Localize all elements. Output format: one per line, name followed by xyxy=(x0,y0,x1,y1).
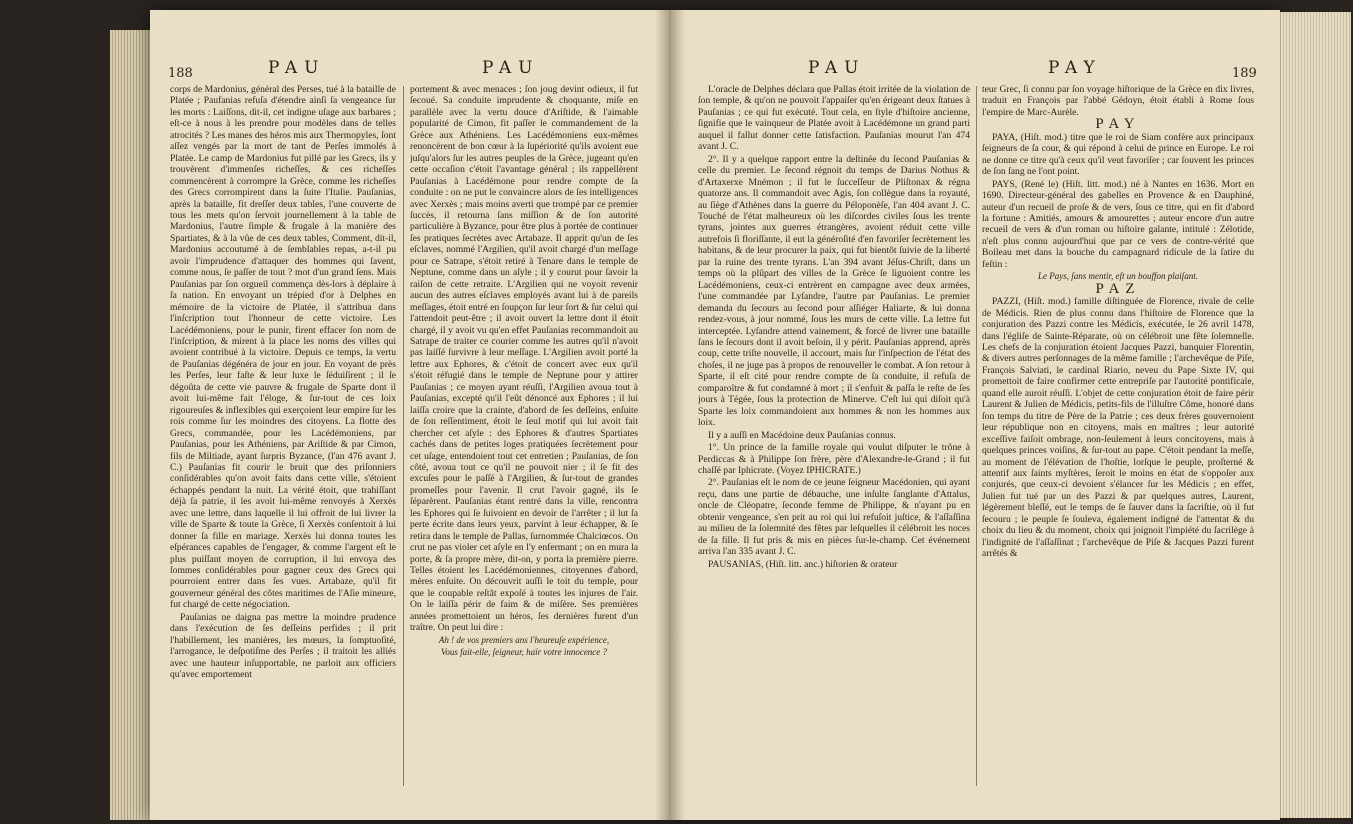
right-page-number: 189 xyxy=(1232,66,1257,81)
paragraph: teur Grec, ſi connu par ſon voyage hiſtorique de la Grèce en dix livres, traduit en François par l'abbé Gédoyn, étoit établi à Rome ſous l'empire de Marc-Aurèle. xyxy=(982,84,1254,118)
left-page-column-2 xyxy=(410,84,638,802)
right-column-rule xyxy=(976,86,977,786)
paragraph: PAYA, (Hiſt. mod.) titre que le roi de Siam confère aux principaux ſeigneurs de ſa cour, & qui répond à celui de prince en Europe. Le roi ne donne ce titre qu'à ceux qu'il veut favoriſer ; car ſouvent les princes de ſon ſang ne l'ont point. xyxy=(982,131,1254,178)
paragraph: PAUSANIAS, (Hiſt. litt. anc.) hiſtorien & orateur xyxy=(708,558,898,570)
paragraph: Pauſanias ne daigna pas mettre la moindre prudence dans l'exécution de ſes deſſeins perfides ; il prit l'habillement, les manières, les mœurs, la ſomptuoſité, l'arrogance, le deſpotiſme des Perſes ; il traitoit les alliés avec une hauteur inſupportable, ne parloit aux officiers qu'avec emportement xyxy=(170,611,396,681)
right-page-column-2 xyxy=(982,84,1254,802)
paragraph: PAYS, (René le) (Hiſt. litt. mod.) né à Nantes en 1636. Mort en 1690. Directeur-général des gabelles en Provence & en Dauphiné, auteur d'un recueil de proſe & de vers, ſous ce titre, qui en fit d'abord la fortune : Amitiés, amours & amourettes ; auteur encore d'un autre recueil de vers & d'un roman ou hiſtoire galante, intitulé : Zélotide, n'eſt plus connu aujourd'hui que par ce vers de contre-vérité que Boileau met dans la bouche du campagnard ridicule de la ſatire du feſtin : xyxy=(982,178,1254,270)
left-header-right: PAU xyxy=(482,58,540,78)
section-heading-pay: PAY xyxy=(1095,116,1141,133)
paragraph: 1°. Un prince de la famille royale qui voulut diſputer le trône à Perdiccas & à Philippe ſon frère, père d'Alexandre-le-Grand ; il fut chaſſé par Iphicrate. (Voyez IPHICRATE.) xyxy=(698,442,970,476)
right-header-left: PAU xyxy=(808,58,866,78)
book-gutter xyxy=(655,10,685,820)
right-header-right: PAY xyxy=(1048,58,1102,78)
left-page-column-1 xyxy=(170,84,396,802)
left-column-rule xyxy=(403,86,404,786)
left-page-edges xyxy=(110,30,152,820)
left-page-number: 188 xyxy=(168,66,193,81)
section-heading-paz: PAZ xyxy=(1095,280,1141,297)
paragraph: corps de Mardonius, général des Perses, tué à la bataille de Platée ; Paufanias refuſa d'étendre ainſi ſa vengeance ſur les morts : Laiſſons, dit-il, cet indigne uſage aux barbares ; eſt-ce à nous à les prendre pour modèles dans de telles atrocités ? Les manes des héros mis aux Thermopyles, ſont aſſez vengés par la mort de tant de Perſes immolés à Platée. Le camp de Mardonius fut pillé par les Grecs, ils y trouvèrent d'immenſes richeſſes, & ces richeſſes commencèrent à corrompre la Grèce, comme les richeſſes des Grecs corrompirent dans la ſuite l'Italie. Pauſanias, après la bataille, fit dreſſer deux tables, l'une couverte de tous les mets qu'on ſervoit journellement à la table de Mardonius, l'autre ſimple & frugale à la manière des Spartiates, & à la vûe de ces deux tables, Comment, dit-il, Mardonius accoutumé à de ſemblables repas, a-t-il pu avoir l'imprudence d'attaquer des hommes qui ſavent, comme nous, ſe paſſer de tout ? mot d'un grand ſens. Mais Pauſanias par ſon orgueil commença dès-lors à déplaire à ſa nation. En envoyant un trépied d'or à Delphes en mémoire de la victoire de Platée, il s'attribua dans l'inſcription tout l'honneur de cette victoire. Les Lacédémoniens, pour le punir, firent effacer ſon nom de l'inſcription, & mirent à la place les noms des villes qui avoient contribué à la victoire. Depuis ce temps, la vertu de Pauſanias dégénéra de jour en jour. En voyant de près les Perſes, leur faſte & leur luxe le ſéduiſirent ; il ſe dégoûta de cette vie pauvre & frugale de Sparte dont il avoit lui-même fait l'éloge, & ſur-tout de ces loix rigoureuſes & inflexibles qui exerçoient leur empire ſur les rois comme ſur les moindres des citoyens. La flotte des Grecs, commandée, pour les Lacédémoniens, par Pauſanias, pour les Athéniens, par Ariſtide & par Cimon, fils de Miltiade, ayant ſurpris Byzance, (l'an 476 avant J. C.) Pauſanias fit courir le bruit que des priſonniers conſidérables qu'on avoit faits dans cette ville, s'étoient échappés pendant la nuit. La vérité étoit, que trahiſſant déjà ſa patrie, il les avoit lui-même renvoyés à Xerxès avec une lettre, dans laquelle il lui offroit de lui livrer la ville de Sparte & toute la Grèce, ſi Xerxès conſentoit à lui donner ſa fille en mariage. Xerxès lui donna toutes les eſpérances capables de l'engager, & comme l'argent eſt le plus puiſſant moyen de corruption, il lui envoya des ſommes conſidérables pour gagner ceux des Grecs qui pourroient entrer dans ſes vues. Artabaze, qu'il fit gouverneur général des côtes maritimes de l'Aſie mineure, fut chargé de cette négociation. xyxy=(170,84,396,611)
verse-line: Ah ! de vos premiers ans l'heureuſe expérience, xyxy=(438,634,610,645)
paragraph: 2°. Il y a quelque rapport entre la deſtinée du ſecond Pauſanias & celle du premier. Le ſecond régnoit du temps de Darius Nothus & d'Artaxerxe Mnémon ; il fut le ſucceſſeur de Pliſtonax & régna quatorze ans. Il commandoit avec Agis, ſon collègue dans la royauté, au ſiège d'Athènes dans la guerre du Péloponèſe, l'an 404 avant J. C. Touché de l'état malheureux où les diſcordes civiles ſous les trente tyrans, jointes aux guerres étrangères, avoient réduit cette ville autrefois ſi floriſſante, il eut la généroſité d'en favoriſer ſecrètement les habitans, & de leur procurer la paix, qui fut bientôt ſuivie de la liberté par la ruine des trente tyrans. L'an 394 avant Jéſus-Chriſt, dans un temps où la plûpart des villes de la Grèce ſe liguoient contre les Lacédémoniens, ceux-ci entrèrent en campagne avec deux armées, l'une commandée par Lyſandre, l'autre par Pauſanias. Le premier demanda du ſecours au ſecond pour aſſiéger Haliarte, & lui donna rendez-vous, à jour nommé, ſous les murs de cette ville. La lettre fut interceptée. Lyſandre attend vainement, & forcé de livrer une bataille ſans le ſecours dont il avoit beſoin, il y périt. Pauſanias apprend, après coup, cette triſte nouvelle, il accourt, mais ſur l'inſpection de l'état des choſes, il ne juge pas à propos de renouveller le combat. A ſon retour à Sparte, il eſt cité pour rendre compte de ſa conduite, il refuſa de comparoître & fut condamné à mort ; il s'enfuit & paſſa le reſte de ſes jours à Tégée, ſous la protection de Minerve. C'eſt lui qui diſoit qu'à Sparte les loix commandoient aux hommes & non les hommes aux loix. xyxy=(698,153,970,429)
left-header-left: PAU xyxy=(268,58,326,78)
paragraph: PAZZI, (Hiſt. mod.) famille diſtinguée de Florence, rivale de celle de Médicis. Rien de plus connu dans l'hiſtoire de Florence que la conjuration des Pazzi contre les Médicis, exécutée, le 26 avril 1478, dans l'égliſe de Sainte-Réparate, où on célébroit une fête ſolemnelle. Les chefs de la conjuration étoient Jacques Pazzi, banquier Florentin, & divers autres perſonnages de la même famille ; l'archevêque de Piſe, François Salviati, le cardinal Riario, neveu du Pape Sixte IV, qui promettoit de faire confirmer cette entrepriſe par l'autorité pontificale, quand elle auroit réuſſi. L'objet de cette conjuration étoit de faire périr Laurent & Julien de Médicis, petits-fils de l'illuſtre Côme, honoré dans ſon temps du titre de Père de la Patrie ; ces deux frères gouvernoient leur république non en citoyens, mais en maîtres ; leur autorité exceſſive faiſoit ombrage, non-ſeulement à leurs concitoyens, mais à quelques princes voiſins, & ſur-tout au pape. C'étoit pendant la meſſe, au moment de l'élévation de l'hoſtie, lorſque le peuple, proſterné & attentif aux ſaints myſtères, ſeroit le moins en état de s'oppoſer aux conjurés, que ceux-ci devoient s'élancer ſur les Médicis ; en effet, Julien fut tué par un des Pazzi & par quelques autres, Laurent, légèrement bleſſé, eut le temps de ſe ſauver dans la ſacriſtie, où il fut ſecouru ; le peuple ſe ſouleva, également indigné de l'attentat & du choix du lieu & du moment, choix qui joignoit l'impiété du ſacrilège à l'indignité de l'aſſaſſinat ; l'archevêque de Piſe & Jacques Pazzi furent arrêtés & xyxy=(982,296,1254,560)
right-page-column-1 xyxy=(698,84,970,802)
paragraph: 2°. Pauſanias eſt le nom de ce jeune ſeigneur Macédonien, qui ayant reçu, dans une partie de débauche, une inſulte ſanglante d'Attalus, oncle de Cléopatre, ſeconde femme de Philippe, & n'ayant pu en obtenir vengeance, s'en prit au roi qui lui refuſoit juſtice, & l'aſſaſſina au milieu de la ſolemnité des fêtes par leſquelles il célébroit les noces de ſa fille. Il fut pris & mis en pièces ſur-le-champ. Cet événement arriva l'an 335 avant J. C. xyxy=(698,477,970,558)
paragraph: portement & avec menaces ; ſon joug devint odieux, il fut ſecoué. Sa conduite imprudente & choquante, miſe en parallèle avec la vertu douce d'Ariſtide, & l'aimable popularité de Cimon, fit paſſer le commandement de la Grèce aux Athéniens. Les Lacédémoniens eux-mêmes renoncèrent de bon cœur à la ſupériorité qu'ils avoient eue juſqu'alors ſur les autres peuples de la Grèce, jugeant qu'en cette occaſion c'étoit l'avantage général ; ils rappellèrent Pauſanias à Lacédémone pour rendre compte de ſa conduite : on ne put le convaincre alors de ſes intelligences avec Xerxès ; mais moins averti que trompé par ce premier ſuccès, il retourna ſans miſſion & de ſon autorité particulière à Byzance, pour être plus à portée de continuer ſes pratiques ſecrètes avec Artabaze. Il apprit qu'un de ſes eſclaves, nommé l'Argilien, qu'il avoit chargé d'un meſſage pour ce Satrape, s'étoit retiré à Tenare dans le temple de Neptune, comme dans un aſyle ; il y courut pour ſavoir la raiſon de cette retraite. L'Argilien qui ne voyoit revenir aucun des autres eſclaves employés avant lui à de pareils meſſages, étoit entré en ſoupçon ſur leur ſort & ſur celui qui l'attendoit peut-être ; il avoit ouvert la lettre dont il étoit chargé, il y avoit vu qu'en effet Pauſanias recommandoit au Satrape de traiter ce courier comme les autres qu'il n'avoit pas laiſſé ſurvivre à leur meſſage. L'Argilien avoit porté la lettre aux Ephores, & c'étoit de concert avec eux qu'il s'étoit réfugié dans le temple de Neptune pour y attirer Pauſanias ; ce moyen ayant réuſſi, l'Argilien avoua tout à Pauſanias, excepté qu'il l'eût dénoncé aux Ephores ; il lui laiſſa croire que la crainte, d'abord de ſes deſſeins, enſuite de ſon reſſentiment, étoit le ſeul motif qui lui avoit fait chercher cet aſyle : des Ephores & d'autres Spartiates cachés dans de petites loges pratiquées ſecrètement pour cet uſage, entendoient tout cet entretien ; Pauſanias, de ſon côté, avoua tout ce qu'il ne pouvoit nier ; il ſe fit des excuſes pour le paſſé à l'Argilien, & ſur-tout de grandes promeſſes pour l'avenir. Il crut l'avoir gagné, ils ſe ſéparèrent. Pauſanias étant rentré dans la ville, rencontra les Ephores qui ſe ſuivoient en devoir de l'arrêter ; il lut ſa perte écrite dans leurs yeux, parvint à leur échapper, & ſe retira dans le temple de Pallas, ſurnommée Chalciœcos. On crut ne pas violer cet aſyle en l'y enfermant ; on en mura la porte, & ſa propre mère, dit-on, y porta la première pierre. Telles étoient les Lacédémoniennes, citoyennes d'abord, mères enſuite. On découvrit auſſi le toit du temple, pour que le coupable reſtât expoſé à toutes les injures de l'air. On le laiſſa périr de faim & de miſère. Ses premières années promettoient un héros, ſes dernières furent d'un traître. On peut lui dire : xyxy=(410,84,638,634)
paragraph: Il y a auſſi en Macédoine deux Pauſanias connus. xyxy=(708,429,896,441)
paragraph: L'oracle de Delphes déclara que Pallas étoit irritée de la violation de ſon temple, & qu'on ne pouvoit l'appaiſer qu'en érigeant deux ſtatues à Pauſanias ; ce qui fut exécuté. Tout cela, en ſtyle d'hiſtoire ancienne, ſignifie que le vainqueur de Platée avoit à Lacédémone un grand parti auquel il fallut donner cette ſatisfaction. Pauſanias mourut l'an 474 avant J. C. xyxy=(698,84,970,153)
quote-line: Le Pays, ſans mentir, eſt un bouffon plaiſant. xyxy=(1038,271,1198,282)
right-page-edges xyxy=(1280,12,1351,818)
verse-line: Vous fait-elle, ſeigneur, haïr votre innocence ? xyxy=(440,647,608,658)
